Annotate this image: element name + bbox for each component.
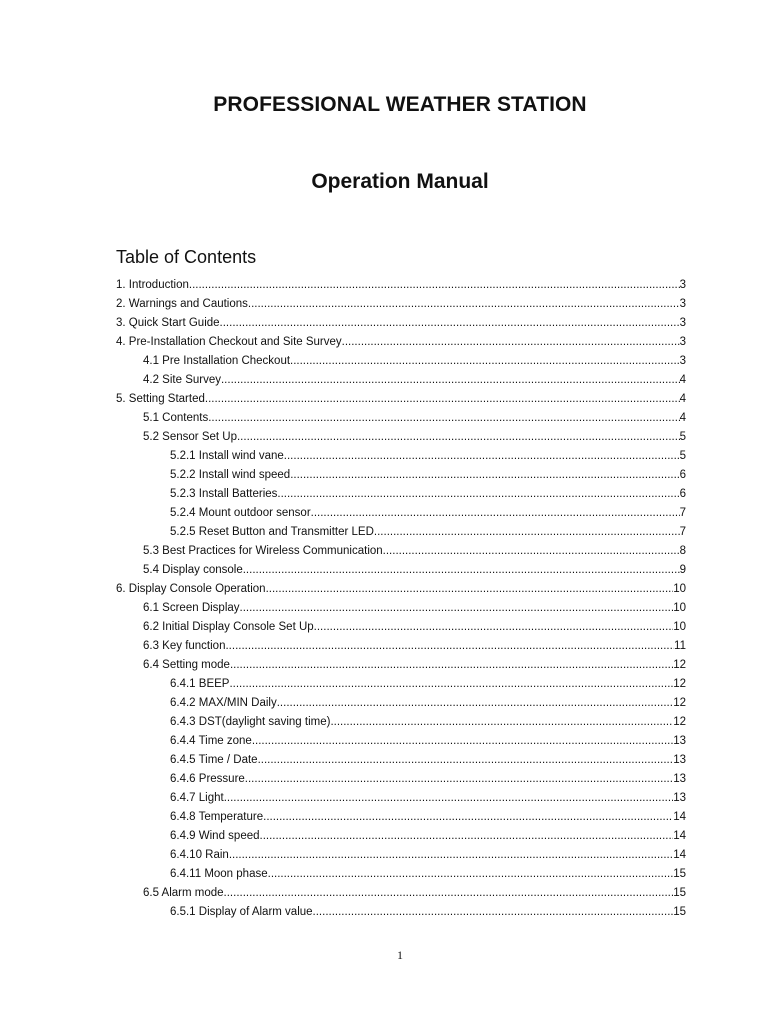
- page-number: 1: [397, 948, 403, 962]
- toc-entry-page: 3: [679, 317, 686, 329]
- toc-dot-leader: [224, 789, 673, 808]
- toc-dot-leader: [221, 371, 680, 390]
- toc-entry[interactable]: [116, 409, 686, 428]
- toc-entry-label: 6.2 Initial Display Console Set Up: [143, 621, 314, 633]
- toc-entry-label: 5.2 Sensor Set Up: [143, 431, 237, 443]
- toc-entry-page: 13: [673, 773, 686, 785]
- toc-entry-page: 15: [673, 906, 686, 918]
- toc-entry[interactable]: [116, 903, 686, 922]
- toc-dot-leader: [263, 808, 673, 827]
- toc-entry[interactable]: [116, 333, 686, 352]
- toc-dot-leader: [374, 523, 680, 542]
- toc-entry[interactable]: [116, 751, 686, 770]
- toc-entry[interactable]: [116, 789, 686, 808]
- toc-entry-page: 3: [679, 279, 686, 291]
- toc-dot-leader: [258, 751, 674, 770]
- toc-entry-page: 3: [679, 336, 686, 348]
- toc-entry[interactable]: [116, 485, 686, 504]
- toc-entry[interactable]: [116, 371, 686, 390]
- toc-dot-leader: [290, 352, 680, 371]
- toc-dot-leader: [208, 409, 679, 428]
- toc-dot-leader: [243, 561, 680, 580]
- toc-entry[interactable]: [116, 352, 686, 371]
- toc-entry-page: 4: [679, 412, 686, 424]
- toc-entry[interactable]: [116, 276, 686, 295]
- toc-entry-label: 6.4.6 Pressure: [170, 773, 245, 785]
- toc-entry-page: 11: [674, 640, 686, 652]
- toc-entry-page: 10: [673, 621, 686, 633]
- toc-entry-label: 6.4.8 Temperature: [170, 811, 264, 823]
- toc-dot-leader: [260, 827, 674, 846]
- toc-entry-page: 10: [673, 602, 686, 614]
- toc-dot-leader: [245, 770, 673, 789]
- toc-entry[interactable]: [116, 466, 686, 485]
- toc-dot-leader: [220, 314, 680, 333]
- toc-entry-label: 6.3 Key function: [143, 640, 226, 652]
- toc-entry-page: 6: [679, 469, 686, 481]
- toc-dot-leader: [383, 542, 680, 561]
- toc-entry[interactable]: [116, 884, 686, 903]
- toc-entry-label: 3. Quick Start Guide: [116, 317, 220, 329]
- toc-entry-label: 5.4 Display console: [143, 564, 243, 576]
- toc-entry-label: 6.1 Screen Display: [143, 602, 240, 614]
- toc-dot-leader: [229, 846, 673, 865]
- toc-entry-label: 5. Setting Started: [116, 393, 205, 405]
- toc-entry-label: 2. Warnings and Cautions: [116, 298, 248, 310]
- toc-entry[interactable]: [116, 504, 686, 523]
- toc-dot-leader: [277, 694, 673, 713]
- toc-dot-leader: [225, 637, 674, 656]
- toc-dot-leader: [237, 428, 680, 447]
- toc-dot-leader: [268, 865, 674, 884]
- toc-entry-label: 5.2.2 Install wind speed: [170, 469, 291, 481]
- toc-entry-page: 9: [679, 564, 686, 576]
- toc-entry-page: 8: [679, 545, 686, 557]
- toc-dot-leader: [314, 618, 674, 637]
- toc-dot-leader: [330, 713, 673, 732]
- toc-entry[interactable]: [116, 618, 686, 637]
- toc-entry-label: 4.1 Pre Installation Checkout: [143, 355, 291, 367]
- toc-entry[interactable]: [116, 314, 686, 333]
- toc-entry-page: 3: [679, 298, 686, 310]
- toc-dot-leader: [248, 295, 680, 314]
- toc-entry-label: 6.4.5 Time / Date: [170, 754, 258, 766]
- toc-entry[interactable]: [116, 447, 686, 466]
- toc-entry-page: 12: [673, 659, 686, 671]
- toc-entry-label: 6.4.7 Light: [170, 792, 224, 804]
- toc-entry[interactable]: [116, 542, 686, 561]
- toc-entry[interactable]: [116, 599, 686, 618]
- toc-entry-label: 6.4.9 Wind speed: [170, 830, 260, 842]
- toc-entry-page: 13: [673, 735, 686, 747]
- toc-entry-page: 15: [673, 887, 686, 899]
- toc-entry-label: 6.4.3 DST(daylight saving time): [170, 716, 331, 728]
- toc-entry[interactable]: [116, 637, 686, 656]
- toc-entry-page: 5: [679, 431, 686, 443]
- toc-entry-page: 13: [673, 792, 686, 804]
- document-subtitle: Operation Manual: [311, 170, 489, 193]
- toc-dot-leader: [224, 884, 674, 903]
- toc-entry-label: 1. Introduction: [116, 279, 189, 291]
- toc-dot-leader: [277, 485, 679, 504]
- toc-entry-label: 6.4.4 Time zone: [170, 735, 252, 747]
- toc-entry-page: 14: [673, 811, 686, 823]
- toc-entry-label: 6.4.10 Rain: [170, 849, 229, 861]
- toc-entry-label: 5.2.1 Install wind vane: [170, 450, 284, 462]
- toc-entry-page: 14: [673, 849, 686, 861]
- toc-entry[interactable]: [116, 561, 686, 580]
- toc-entry-label: 6.5 Alarm mode: [143, 887, 224, 899]
- toc-entry-page: 15: [673, 868, 686, 880]
- toc-dot-leader: [252, 732, 673, 751]
- toc-entry-label: 5.2.3 Install Batteries: [170, 488, 278, 500]
- toc-entry-label: 6.4.11 Moon phase: [170, 868, 268, 880]
- toc-entry-label: 5.2.4 Mount outdoor sensor: [170, 507, 311, 519]
- toc-entry-page: 4: [679, 393, 686, 405]
- toc-entry[interactable]: [116, 390, 686, 409]
- toc-dot-leader: [229, 675, 673, 694]
- toc-entry[interactable]: [116, 846, 686, 865]
- toc-entry[interactable]: [116, 675, 686, 694]
- toc-entry-page: 7: [679, 507, 686, 519]
- toc-entry-page: 12: [673, 678, 686, 690]
- toc-dot-leader: [290, 466, 679, 485]
- toc-entry-page: 10: [673, 583, 686, 595]
- toc-entry-page: 14: [673, 830, 686, 842]
- toc-entry[interactable]: [116, 713, 686, 732]
- toc-entry[interactable]: [116, 808, 686, 827]
- toc-dot-leader: [342, 333, 680, 352]
- toc-dot-leader: [284, 447, 680, 466]
- toc-entry[interactable]: [116, 827, 686, 846]
- toc-entry-page: 7: [679, 526, 686, 538]
- toc-entry[interactable]: [116, 656, 686, 675]
- toc-dot-leader: [205, 390, 680, 409]
- toc-entry-label: 5.3 Best Practices for Wireless Communication: [143, 545, 383, 557]
- toc-entry-label: 6.5.1 Display of Alarm value: [170, 906, 313, 918]
- toc-dot-leader: [311, 504, 680, 523]
- toc-entry-label: 6.4.2 MAX/MIN Daily: [170, 697, 277, 709]
- toc-entry[interactable]: [116, 865, 686, 884]
- table-of-contents: [116, 276, 686, 922]
- toc-entry[interactable]: [116, 295, 686, 314]
- toc-dot-leader: [313, 903, 674, 922]
- toc-entry[interactable]: [116, 428, 686, 447]
- toc-entry-page: 5: [679, 450, 686, 462]
- toc-entry[interactable]: [116, 694, 686, 713]
- toc-dot-leader: [240, 599, 674, 618]
- toc-entry-label: 5.1 Contents: [143, 412, 209, 424]
- toc-entry-page: 4: [679, 374, 686, 386]
- toc-entry-label: 4. Pre-Installation Checkout and Site Survey: [116, 336, 342, 348]
- toc-entry[interactable]: [116, 732, 686, 751]
- toc-heading: Table of Contents: [116, 247, 257, 267]
- toc-entry-label: 4.2 Site Survey: [143, 374, 221, 386]
- toc-entry[interactable]: [116, 523, 686, 542]
- toc-entry[interactable]: [116, 770, 686, 789]
- toc-dot-leader: [266, 580, 674, 599]
- toc-entry-page: 13: [673, 754, 686, 766]
- toc-entry-label: 6. Display Console Operation: [116, 583, 266, 595]
- toc-entry[interactable]: [116, 580, 686, 599]
- toc-entry-page: 12: [673, 716, 686, 728]
- toc-entry-page: 6: [679, 488, 686, 500]
- toc-dot-leader: [189, 276, 680, 295]
- toc-entry-label: 6.4.1 BEEP: [170, 678, 230, 690]
- toc-dot-leader: [230, 656, 673, 675]
- document-title: PROFESSIONAL WEATHER STATION: [213, 93, 587, 116]
- toc-entry-page: 12: [673, 697, 686, 709]
- toc-entry-label: 5.2.5 Reset Button and Transmitter LED: [170, 526, 374, 538]
- toc-entry-label: 6.4 Setting mode: [143, 659, 230, 671]
- toc-entry-page: 3: [679, 355, 686, 367]
